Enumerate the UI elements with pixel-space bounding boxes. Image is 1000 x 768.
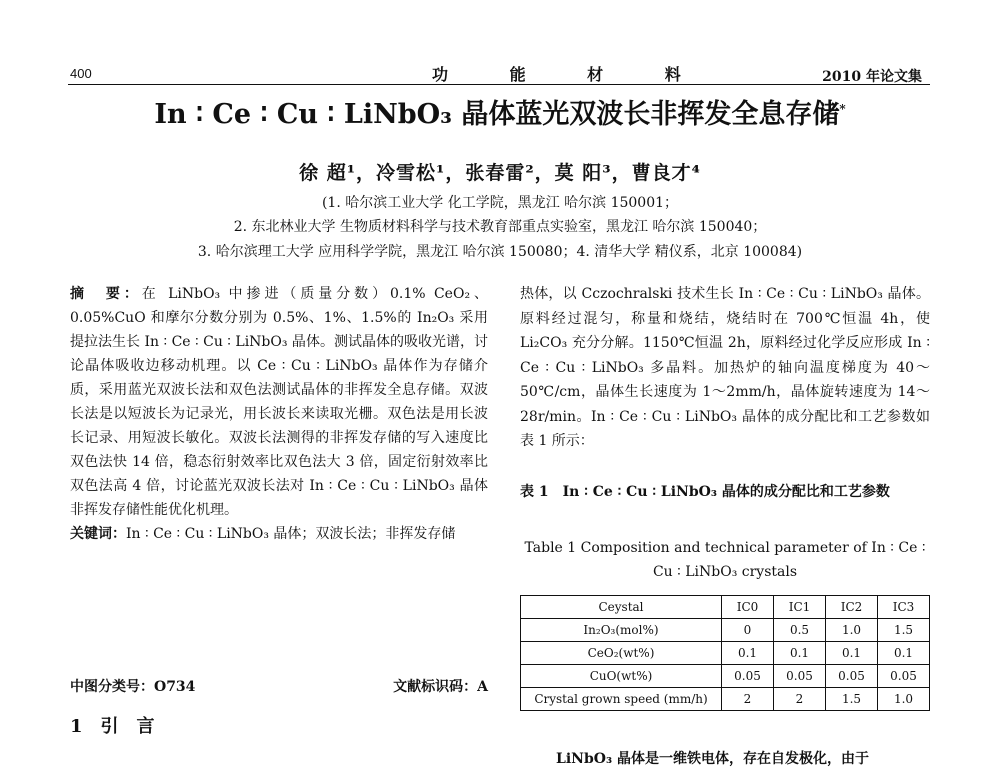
table-cell: 0.5	[774, 619, 826, 642]
table-cell: 0.05	[774, 665, 826, 688]
abstract-text: 在 LiNbO₃ 中掺进（质量分数）0.1% CeO₂、0.05%CuO 和摩尔分数分别为 0.5%、1%、1.5%的 In₂O₃ 采用提拉法生长 In ∶ Ce ∶ Cu ∶ LiNbO₃ 晶体。测试晶体的吸收光谱，讨论晶体吸收边移动机理。以 Ce ∶ Cu ∶ LiNbO₃ 晶体作为存储介质，采用蓝光双波长法和双色法测试晶体的非挥发全息存储。双波长法是以短波长为记录光，用长波长来读取光栅。双色法是用长波长记录、用短波长敏化。双波长法测得的非挥发存储的写入速度比双色法快 14 倍，稳态衍射效率比双色法大 3 倍，固定衍射效率比双色法高 4 倍，讨论蓝光双波长法对 In ∶ Ce ∶ Cu ∶ LiNbO₃ 晶体非挥发存储性能优化机理。	[70, 286, 488, 518]
table-row	[521, 642, 930, 665]
affiliation-2: 2. 东北林业大学 生物质材料科学与技术教育部重点实验室，黑龙江 哈尔滨 150040；	[233, 219, 767, 235]
header-rule	[68, 84, 930, 85]
table-cell: 0.1	[878, 642, 930, 665]
table-header-cell: IC1	[774, 596, 826, 619]
table-cell: CuO(wt%)	[521, 665, 722, 688]
right-column	[520, 282, 930, 454]
table-cell: In₂O₃(mol%)	[521, 619, 722, 642]
table-cell: 1.5	[826, 688, 878, 711]
title-text: In ∶ Ce ∶ Cu ∶ LiNbO₃ 晶体蓝光双波长非挥发全息存储	[154, 99, 840, 130]
table-header-row	[521, 596, 930, 619]
table-cell: 1.5	[878, 619, 930, 642]
keywords-text: In ∶ Ce ∶ Cu ∶ LiNbO₃ 晶体；双波长法；非挥发存储	[126, 526, 456, 542]
table-cell: 0.05	[878, 665, 930, 688]
table-row	[521, 688, 930, 711]
table-cell: 1.0	[878, 688, 930, 711]
section-heading-intro: 1 引 言	[70, 716, 155, 737]
table-cell: CeO₂(wt%)	[521, 642, 722, 665]
table-cell: 0	[722, 619, 774, 642]
cut-off-line: LiNbO₃ 晶体是一维铁电体，存在自发极化，由于	[556, 751, 869, 767]
affiliation-1: (1. 哈尔滨工业大学 化工学院，黑龙江 哈尔滨 150001；	[321, 195, 679, 211]
table-header-cell: IC0	[722, 596, 774, 619]
collection-label: 2010 年论文集	[822, 69, 922, 85]
left-column	[70, 282, 488, 546]
table-caption-en: Table 1 Composition and technical parameter of In ∶ Ce ∶ Cu ∶ LiNbO₃ crystals	[524, 540, 926, 580]
affiliation-3: 3. 哈尔滨理工大学 应用科学学院，黑龙江 哈尔滨 150080；4. 清华大学 精仪系，北京 100084)	[197, 244, 803, 260]
keywords-label: 关键词：	[70, 526, 126, 542]
table-cell: 2	[774, 688, 826, 711]
page-number: 400	[70, 66, 92, 81]
author-list: 徐 超¹，冷雪松¹，张春雷²，莫 阳³，曹良才⁴	[299, 162, 701, 184]
table-row	[521, 619, 930, 642]
keywords	[70, 522, 488, 546]
table-cell: 0.05	[722, 665, 774, 688]
clc-number: 中图分类号：O734	[70, 679, 196, 695]
right-paragraph: 热体，以 Cczochralski 技术生长 In ∶ Ce ∶ Cu ∶ LiNbO₃ 晶体。原料经过混匀，称量和烧结，烧结时在 700℃恒温 4h，使 Li₂CO₃ 充分分解。1150℃恒温 2h，原料经过化学反应形成 In ∶ Ce ∶ Cu ∶ LiNbO₃ 多晶料。加热炉的轴向温度梯度为 40～50℃/cm，晶体生长速度为 1～2mm/h，晶体旋转速度为 14～28r/min。In ∶ Ce ∶ Cu ∶ LiNbO₃ 晶体的成分配比和工艺参数如表 1 所示：	[520, 286, 930, 449]
table-cell: 1.0	[826, 619, 878, 642]
document-code: 文献标识码：A	[393, 679, 488, 695]
title-footnote-mark: *	[839, 102, 846, 116]
table-row	[521, 665, 930, 688]
table-cell: 2	[722, 688, 774, 711]
abstract	[70, 282, 488, 522]
journal-name: 功 能 材 料	[432, 65, 709, 84]
paper-title	[0, 92, 1000, 131]
table-cell: 0.1	[826, 642, 878, 665]
table-caption-cn: 表 1 In ∶ Ce ∶ Cu ∶ LiNbO₃ 晶体的成分配比和工艺参数	[520, 484, 890, 500]
table-cell: 0.1	[722, 642, 774, 665]
table-cell: 0.1	[774, 642, 826, 665]
table-header-cell: Ceystal	[521, 596, 722, 619]
classification-line	[70, 676, 488, 696]
abstract-label: 摘 要：	[70, 286, 142, 302]
table-header-cell: IC3	[878, 596, 930, 619]
composition-table	[520, 595, 930, 711]
table-cell: 0.05	[826, 665, 878, 688]
table-cell: Crystal grown speed (mm/h)	[521, 688, 722, 711]
table-header-cell: IC2	[826, 596, 878, 619]
